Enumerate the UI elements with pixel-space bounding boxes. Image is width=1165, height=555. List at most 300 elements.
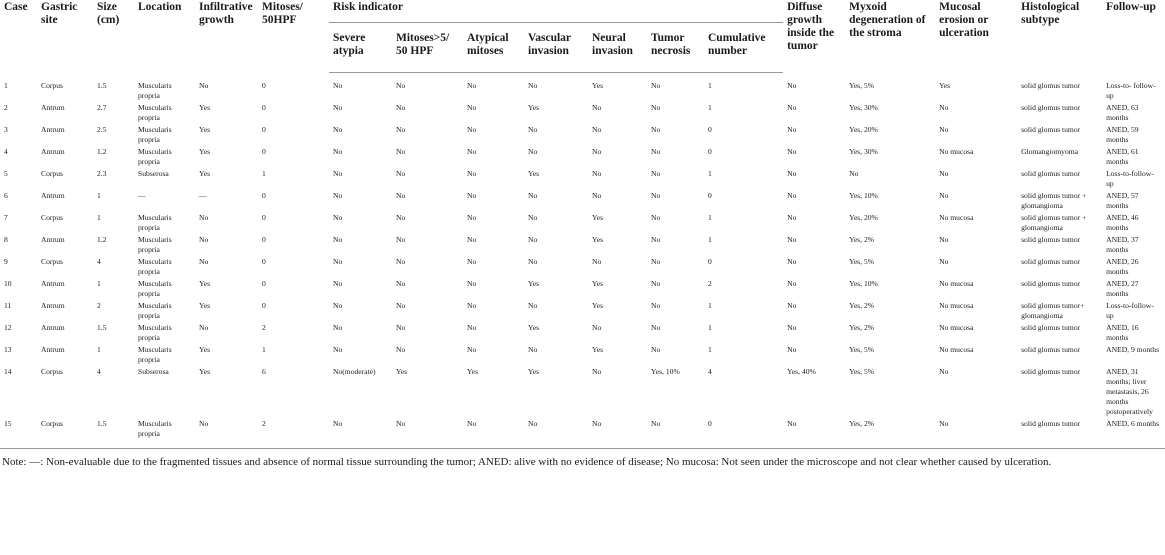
table-cell: Yes, 10% (651, 366, 680, 376)
table-cell: 0 (708, 256, 712, 266)
header-vascular-invasion: Vascular invasion (524, 23, 588, 73)
table-cell: solid glomus tumor (1021, 322, 1081, 332)
table-cell: No (528, 300, 538, 310)
table-cell: 1 (708, 234, 712, 244)
table-cell: solid glomus tumor (1021, 344, 1081, 354)
header-cumulative-number: Cumulative number (704, 23, 783, 73)
table-cell: 1 (708, 212, 712, 222)
table-cell: 0 (262, 234, 266, 244)
table-cell: ANED, 61 months (1106, 146, 1139, 166)
table-cell: 8 (4, 234, 8, 244)
table-cell: ANED, 31 months; liver metastasis, 26 months postoperatively (1106, 366, 1153, 416)
table-cell: No (467, 278, 477, 288)
table-cell: No (333, 81, 343, 90)
table-cell: No (787, 278, 797, 288)
table-cell: Yes, 5% (849, 366, 875, 376)
table-cell: Yes (939, 80, 951, 90)
table-cell: No mucosa (939, 146, 974, 156)
table-cell: 2.3 (97, 168, 107, 178)
table-cell: No (396, 146, 406, 156)
table-cell: — (199, 190, 207, 200)
table-cell: No (528, 124, 538, 134)
table-row (0, 233, 1165, 255)
table-cell: No (396, 124, 406, 134)
table-cell: 1 (708, 344, 712, 354)
table-cell: No (787, 124, 797, 134)
table-cell: Yes (467, 366, 479, 376)
table-cell: No (333, 190, 343, 200)
table-row (0, 167, 1165, 189)
table-cell: Yes, 10% (849, 278, 878, 288)
table-cell: No (939, 366, 949, 376)
table-cell: solid glomus tumor (1021, 168, 1081, 178)
table-cell: Yes (396, 366, 408, 376)
table-cell: No (787, 322, 797, 332)
header-infiltrative: Infiltrative growth (199, 1, 253, 26)
table-cell: 2 (262, 322, 266, 332)
table-cell: Antrum (41, 102, 65, 112)
table-row (0, 123, 1165, 145)
table-cell: ANED, 63 months (1106, 102, 1139, 122)
table-cell: 2.5 (97, 124, 107, 134)
table-cell: 0 (708, 190, 712, 200)
table-cell: No (467, 418, 477, 428)
table-row (0, 277, 1165, 299)
table-cell: No (592, 190, 602, 200)
table-cell: No (333, 124, 343, 134)
table-cell: Loss-to-follow-up (1106, 168, 1154, 188)
table-cell: No (467, 322, 477, 332)
table-cell: Antrum (41, 234, 65, 244)
table-cell: No (396, 418, 406, 428)
table-cell: Corpus (41, 256, 63, 266)
table-cell: Muscularis propria (138, 146, 172, 166)
table-cell: No (467, 234, 477, 244)
header-myxoid: Myxoid degeneration of the stroma (849, 1, 926, 39)
table-cell: No (396, 212, 406, 222)
table-cell: No (939, 234, 949, 244)
table-cell: Muscularis propria (138, 102, 172, 122)
table-cell: 6 (4, 190, 8, 200)
table-cell: solid glomus tumor + glomangioma (1021, 212, 1087, 232)
table-cell: No (528, 146, 538, 156)
table-cell: Corpus (41, 80, 63, 90)
table-cell: 2.7 (97, 102, 107, 112)
table-cell: No (939, 102, 949, 112)
table-cell: No (787, 300, 797, 310)
table-cell: No (787, 168, 797, 178)
table-cell: No (787, 418, 797, 428)
table-cell: Yes, 10% (849, 190, 878, 200)
table-cell: No (467, 256, 477, 266)
table-cell: Yes (528, 322, 540, 332)
table-cell: No (592, 124, 602, 134)
table-cell: 0 (262, 102, 266, 112)
table-cell: No (528, 212, 538, 222)
table-cell: 12 (4, 322, 12, 332)
header-severe-atypia: Severe atypia (329, 23, 392, 73)
table-cell: Antrum (41, 322, 65, 332)
table-cell: Yes (592, 234, 604, 244)
table-cell: No mucosa (939, 278, 974, 288)
table-cell: Yes, 5% (849, 256, 875, 266)
table-cell: No (333, 322, 343, 332)
table-cell: 1 (97, 212, 101, 222)
table-cell: No (467, 124, 477, 134)
table-cell: No (396, 300, 406, 310)
header-diffuse-growth: Diffuse growth inside the tumor (787, 1, 835, 52)
table-cell: No (787, 190, 797, 200)
table-note: Note: —: Non-evaluable due to the fragmented tissues and absence of normal tissue surrounding the tumor; ANED: alive with no evidence of disease; No mucosa: Not seen under the microscope and not clear whether caused by ulceration. (2, 455, 1052, 468)
table-cell: 1.2 (97, 234, 107, 244)
table-cell: 0 (262, 300, 266, 310)
table-cell: No (528, 344, 538, 354)
table-cell: No (467, 344, 477, 354)
header-mucosal: Mucosal erosion or ulceration (939, 1, 989, 39)
table-cell: 1.2 (97, 146, 107, 156)
table-cell: Yes (199, 168, 211, 178)
table-cell: Antrum (41, 190, 65, 200)
table-cell: No (396, 256, 406, 266)
table-cell: — (138, 190, 146, 200)
table-cell: 1 (97, 190, 101, 200)
table-cell: No (651, 278, 661, 288)
table-cell: No (333, 168, 343, 178)
table-cell: Muscularis propria (138, 344, 172, 364)
table-cell: 14 (4, 366, 12, 376)
table-cell: No (467, 168, 477, 178)
table-cell: No (333, 300, 343, 310)
table-cell: No (396, 322, 406, 332)
table-cell: No (592, 102, 602, 112)
table-cell: 0 (262, 190, 266, 200)
header-neural-invasion: Neural invasion (588, 23, 647, 73)
table-cell: Glomangiomyoma (1021, 146, 1079, 156)
table-cell: No mucosa (939, 344, 974, 354)
table-cell: No (333, 344, 343, 354)
table-cell: 10 (4, 278, 12, 288)
table-cell: Yes, 20% (849, 124, 878, 134)
table-cell: No (396, 102, 406, 112)
table-cell: No (199, 212, 209, 222)
table-cell: Yes (528, 168, 540, 178)
table-cell: Yes (199, 300, 211, 310)
table-cell: No (787, 234, 797, 244)
table-cell: 2 (97, 300, 101, 310)
table-cell: No (333, 212, 343, 222)
table-cell: solid glomus tumor (1021, 366, 1081, 376)
header-gastric-site: Gastric site (41, 1, 78, 26)
table-cell: solid glomus tumor (1021, 234, 1081, 244)
table-cell: No (787, 256, 797, 266)
table-cell: No (592, 168, 602, 178)
table-cell: Yes, 2% (849, 322, 875, 332)
table-cell: 0 (708, 124, 712, 134)
table-cell: 0 (262, 278, 266, 288)
table-cell: No (592, 366, 602, 376)
table-cell: 3 (4, 124, 8, 134)
table-row (0, 73, 1165, 101)
table-cell: 1 (97, 344, 101, 354)
table-cell: No (592, 418, 602, 428)
table-cell: Yes (528, 102, 540, 112)
table-cell: Yes (592, 278, 604, 288)
table-cell: Muscularis propria (138, 124, 172, 144)
table-cell: Muscularis propria (138, 278, 172, 298)
header-risk-indicator: Risk indicator (329, 0, 783, 23)
table-cell: solid glomus tumor (1021, 418, 1081, 428)
table-cell: Yes, 30% (849, 146, 878, 156)
table-cell: Yes (592, 81, 604, 90)
table-cell: Muscularis propria (138, 80, 172, 100)
table-cell: No (651, 146, 661, 156)
table-cell: Muscularis propria (138, 234, 172, 254)
table-cell: No (651, 256, 661, 266)
table-body (0, 73, 1165, 449)
table-cell: No (787, 212, 797, 222)
table-cell: No (333, 234, 343, 244)
header-size: Size (cm) (97, 1, 120, 26)
table-cell: No (939, 190, 949, 200)
table-cell: No (396, 168, 406, 178)
table-cell: Antrum (41, 344, 65, 354)
header-atypical-mitoses: Atypical mitoses (463, 23, 524, 73)
table-cell: solid glomus tumor (1021, 278, 1081, 288)
table-cell: Muscularis propria (138, 256, 172, 276)
table-cell: No (528, 190, 538, 200)
table-cell: 1.5 (97, 80, 107, 90)
table-cell: No (939, 418, 949, 428)
table-cell: ANED, 46 months (1106, 212, 1139, 232)
table-cell: Loss-to- follow-up (1106, 80, 1156, 100)
table-cell: No (528, 256, 538, 266)
table-cell: 1 (708, 81, 712, 90)
header-mitoses: Mitoses/ 50HPF (262, 1, 303, 26)
table-cell: Corpus (41, 418, 63, 428)
table-row (0, 343, 1165, 365)
table-cell: 11 (4, 300, 12, 310)
table-cell: No (199, 80, 209, 90)
table-cell: solid glomus tumor+ glomangioma (1021, 300, 1085, 320)
table-cell: 15 (4, 418, 12, 428)
table-cell: No (199, 234, 209, 244)
table-cell: ANED, 9 months (1106, 344, 1160, 354)
table-cell: Corpus (41, 212, 63, 222)
table-cell: Yes (199, 344, 211, 354)
table-row (0, 417, 1165, 449)
table-row (0, 145, 1165, 167)
table-cell: Yes (528, 366, 540, 376)
header-mitoses-gt5: Mitoses>5/ 50 HPF (392, 23, 463, 73)
table-cell: No (333, 418, 343, 428)
table-cell: No (592, 322, 602, 332)
table-cell: ANED, 26 months (1106, 256, 1139, 276)
table-cell: No (396, 278, 406, 288)
table-cell: Yes, 20% (849, 212, 878, 222)
table-cell: 1 (708, 168, 712, 178)
table-cell: Corpus (41, 366, 63, 376)
table-cell: No(moderate) (333, 366, 376, 376)
table-cell: No (396, 190, 406, 200)
table-cell: ANED, 57 months (1106, 190, 1139, 210)
table-cell: No (396, 81, 406, 90)
table-cell: No (396, 234, 406, 244)
table-cell: 1 (708, 102, 712, 112)
table-cell: Corpus (41, 168, 63, 178)
table-cell: Antrum (41, 278, 65, 288)
table-cell: Yes (199, 278, 211, 288)
table-cell: 4 (97, 366, 101, 376)
table-cell: Yes (592, 344, 604, 354)
table-cell: No (651, 344, 661, 354)
table-cell: solid glomus tumor + glomangioma (1021, 190, 1087, 210)
table-cell: Yes (199, 124, 211, 134)
table-cell: No (333, 146, 343, 156)
table-cell: No (651, 190, 661, 200)
header-histological: Histological subtype (1021, 1, 1080, 26)
table-cell: No (787, 146, 797, 156)
table-cell: solid glomus tumor (1021, 124, 1081, 134)
table-cell: No (939, 256, 949, 266)
table-cell: No (199, 418, 209, 428)
table-cell: 4 (4, 146, 8, 156)
table-cell: 7 (4, 212, 8, 222)
table-cell: 1 (262, 344, 266, 354)
table-cell: No (467, 146, 477, 156)
table-cell: Antrum (41, 124, 65, 134)
table-cell: Yes (528, 278, 540, 288)
table-cell: 2 (262, 418, 266, 428)
table-cell: solid glomus tumor (1021, 80, 1081, 90)
table-cell: Yes, 5% (849, 80, 875, 90)
table-cell: 1 (262, 168, 266, 178)
table-cell: No (333, 278, 343, 288)
table-cell: Yes (592, 212, 604, 222)
table-cell: No (651, 212, 661, 222)
table-cell: ANED, 6 months (1106, 418, 1160, 428)
table-cell: Loss-to-follow-up (1106, 300, 1154, 320)
table-cell: No (939, 124, 949, 134)
table-cell: No (592, 256, 602, 266)
table-cell: No (651, 124, 661, 134)
table-cell: No mucosa (939, 212, 974, 222)
table-cell: 13 (4, 344, 12, 354)
table-cell: ANED, 37 months (1106, 234, 1139, 254)
table-cell: No (199, 256, 209, 266)
table-cell: No (651, 300, 661, 310)
table-cell: 1.5 (97, 418, 107, 428)
table-cell: No (528, 234, 538, 244)
table-cell: No (651, 168, 661, 178)
table-cell: 5 (4, 168, 8, 178)
table-cell: 0 (262, 212, 266, 222)
table-cell: Yes, 2% (849, 300, 875, 310)
header-location: Location (138, 1, 182, 13)
table-cell: Muscularis propria (138, 212, 172, 232)
table-cell: No (333, 256, 343, 266)
table-cell: Subserosa (138, 366, 169, 376)
table-cell: No mucosa (939, 300, 974, 310)
table-cell: Yes (199, 102, 211, 112)
table-cell: Antrum (41, 146, 65, 156)
table-cell: No (651, 81, 661, 90)
table-cell: No (787, 80, 797, 90)
header-tumor-necrosis: Tumor necrosis (647, 23, 704, 73)
table-cell: 2 (708, 278, 712, 288)
table-row (0, 211, 1165, 233)
table-cell: Muscularis propria (138, 418, 172, 438)
table-cell: Yes, 2% (849, 234, 875, 244)
table-cell: No (528, 418, 538, 428)
table-cell: Muscularis propria (138, 322, 172, 342)
table-cell: Yes, 2% (849, 418, 875, 428)
header-case: Case (4, 1, 28, 13)
table-row (0, 101, 1165, 123)
table-cell: No (467, 102, 477, 112)
table-cell: No (787, 102, 797, 112)
table-cell: Antrum (41, 300, 65, 310)
table-cell: No (467, 81, 477, 90)
table-cell: solid glomus tumor (1021, 102, 1081, 112)
header-followup: Follow-up (1106, 1, 1156, 13)
table-cell: solid glomus tumor (1021, 256, 1081, 266)
table-row (0, 321, 1165, 343)
table-cell: No (849, 168, 859, 178)
table-cell: 4 (708, 366, 712, 376)
table-cell: ANED, 27 months (1106, 278, 1139, 298)
table-cell: 1 (708, 300, 712, 310)
table-cell: No (651, 322, 661, 332)
table-cell: 6 (262, 366, 266, 376)
table-row (0, 365, 1165, 417)
table-cell: 4 (97, 256, 101, 266)
table-cell: 0 (708, 418, 712, 428)
table-cell: No (651, 102, 661, 112)
table-cell: 1.5 (97, 322, 107, 332)
table-cell: 9 (4, 256, 8, 266)
table-cell: Yes, 5% (849, 344, 875, 354)
table-cell: No (651, 234, 661, 244)
table-cell: 0 (262, 256, 266, 266)
table-cell: 1 (97, 278, 101, 288)
table-cell: 0 (708, 146, 712, 156)
table-cell: No mucosa (939, 322, 974, 332)
table-cell: Muscularis propria (138, 300, 172, 320)
table-cell: 0 (262, 80, 266, 90)
table-cell: No (528, 81, 538, 90)
table-cell: No (467, 212, 477, 222)
table-cell: ANED, 59 months (1106, 124, 1139, 144)
table-cell: ANED, 16 months (1106, 322, 1139, 342)
table-cell: Yes (199, 146, 211, 156)
table-cell: 0 (262, 124, 266, 134)
table-cell: No (467, 190, 477, 200)
table-cell: No (396, 344, 406, 354)
table-row (0, 189, 1165, 211)
table-cell: 1 (708, 322, 712, 332)
table-cell: No (787, 344, 797, 354)
table-row (0, 255, 1165, 277)
table-cell: Yes (592, 300, 604, 310)
table-cell: No (467, 300, 477, 310)
table-cell: No (199, 322, 209, 332)
table-cell: Subserosa (138, 168, 169, 178)
table-cell: Yes, 30% (849, 102, 878, 112)
table-cell: No (333, 102, 343, 112)
table-cell: 1 (4, 80, 8, 90)
table-cell: No (592, 146, 602, 156)
table-row (0, 299, 1165, 321)
